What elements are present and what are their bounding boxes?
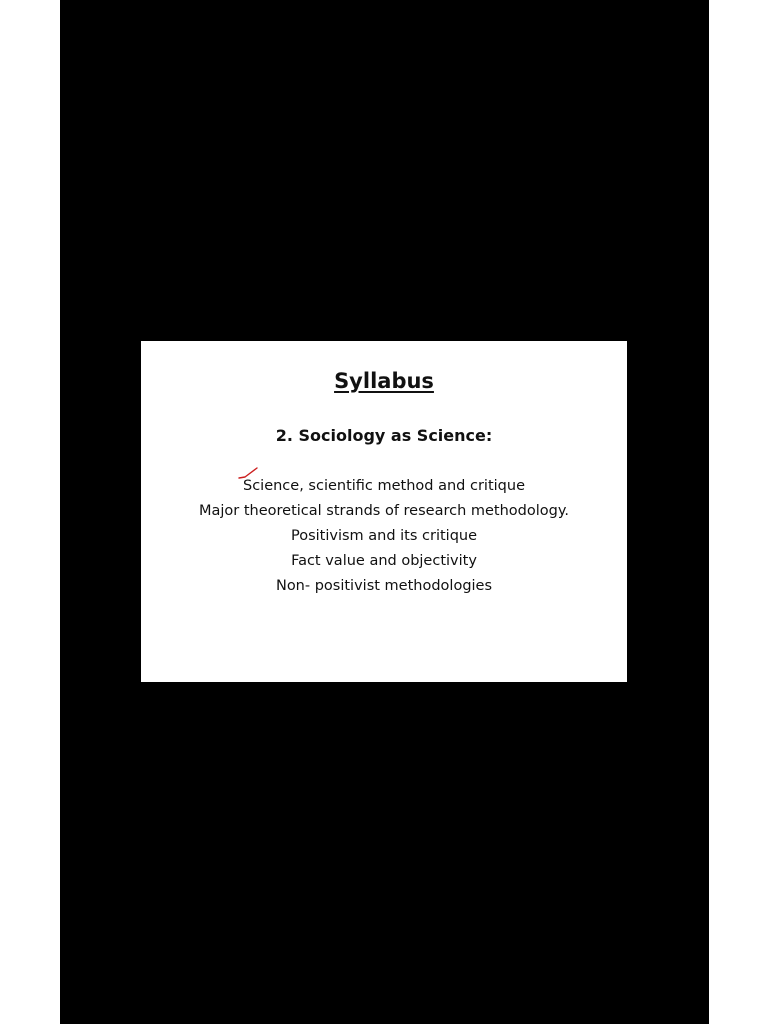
- syllabus-slide: [141, 341, 627, 682]
- topic-item: Fact value and objectivity: [291, 553, 477, 569]
- topic-text-with-tick: [243, 476, 525, 496]
- topic-label: Science, scientific method and critique: [242, 478, 525, 494]
- topic-item: [141, 476, 627, 501]
- topic-item: Non- positivist methodologies: [275, 578, 493, 594]
- topic-item: Positivism and its critique: [290, 528, 478, 544]
- slide-subtitle: 2. Sociology as Science:: [275, 426, 493, 445]
- topic-list: [141, 476, 627, 601]
- slide-title: Syllabus: [334, 369, 434, 393]
- topic-item: Major theoretical strands of research methodology.: [199, 503, 569, 519]
- red-check-mark-icon: [237, 467, 259, 485]
